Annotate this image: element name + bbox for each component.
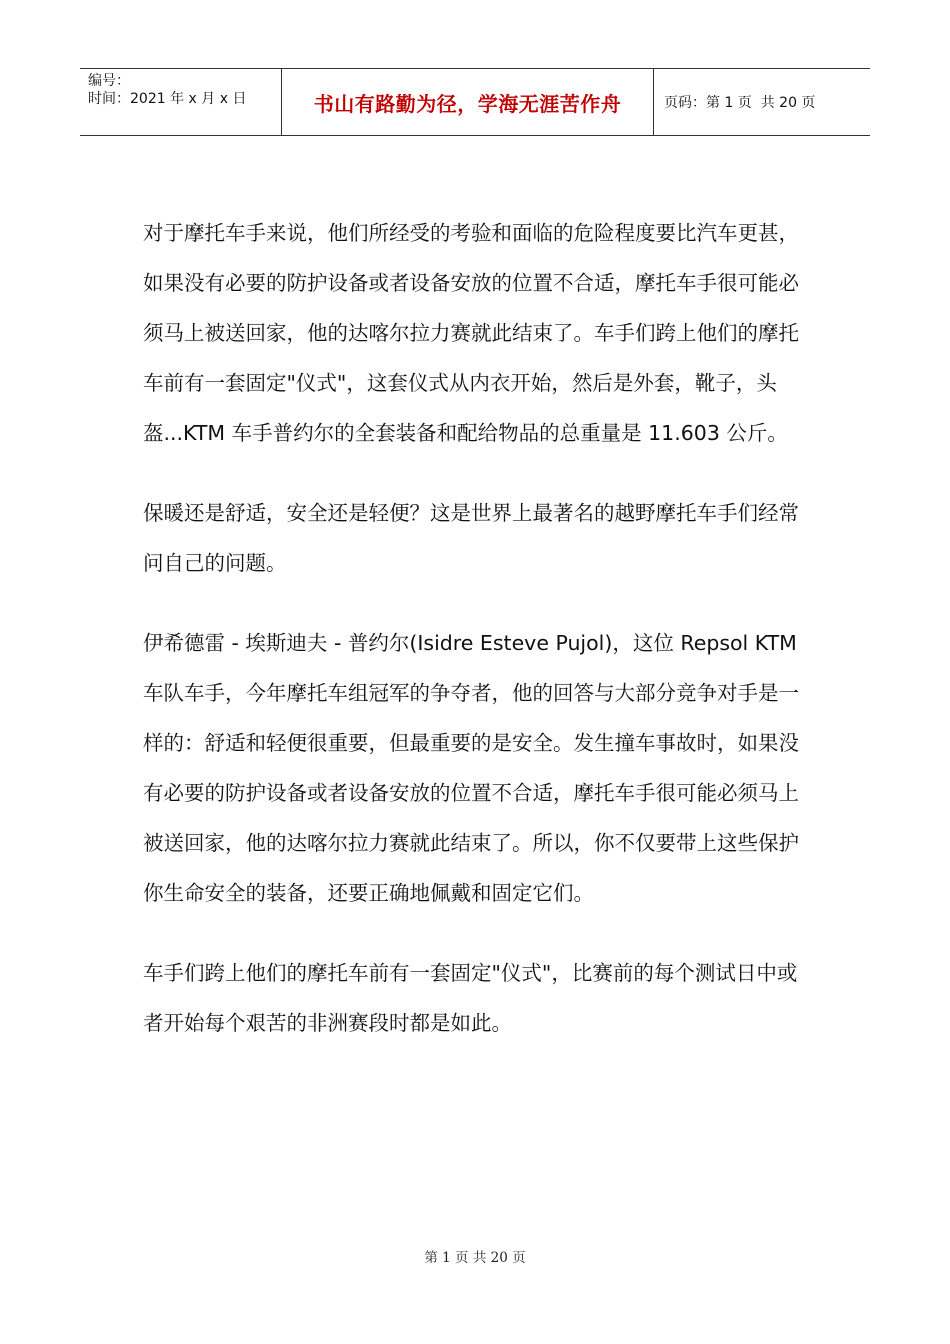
document-number-label: 编号：	[88, 73, 130, 89]
document-body	[143, 208, 803, 1078]
paragraph-2: 保暖还是舒适，安全还是轻便？这是世界上最著名的越野摩托车手们经常问自己的问题。	[143, 501, 799, 575]
page-footer: 第 1 页 共 20 页	[424, 1250, 526, 1266]
header-page-info: 页码：第 1 页 共 20 页	[664, 95, 816, 111]
paragraph-1: 对于摩托车手来说，他们所经受的考验和面临的危险程度要比汽车更甚，如果没有必要的防护设备或者设备安放的位置不合适，摩托车手很可能必须马上被送回家，他的达喀尔拉力赛就此结束了。车手们跨上他们的摩托车前有一套固定"仪式"，这套仪式从内衣开始，然后是外套，靴子，头盔...KTM 车手普约尔的全套装备和配给物品的总重量是 11.603 公斤。	[143, 221, 799, 445]
header-meta	[80, 69, 282, 135]
document-time-label: 时间：2021 年 x 月 x 日	[88, 91, 247, 107]
paragraph-3: 伊希德雷 - 埃斯迪夫 - 普约尔(Isidre Esteve Pujol)，这位 Repsol KTM 车队车手，今年摩托车组冠军的争夺者，他的回答与大部分竞争对手是一样的：舒适和轻便很重要，但最重要的是安全。发生撞车事故时，如果没有必要的防护设备或者设备安放的位置不合适，摩托车手很可能必须马上被送回家，他的达喀尔拉力赛就此结束了。所以，你不仅要带上这些保护你生命安全的装备，还要正确地佩戴和固定它们。	[143, 631, 799, 905]
header-motto: 书山有路勤为径，学海无涯苦作舟	[282, 69, 654, 135]
paragraph-4: 车手们跨上他们的摩托车前有一套固定"仪式"，比赛前的每个测试日中或者开始每个艰苦的非洲赛段时都是如此。	[143, 961, 798, 1035]
document-header	[80, 68, 870, 136]
